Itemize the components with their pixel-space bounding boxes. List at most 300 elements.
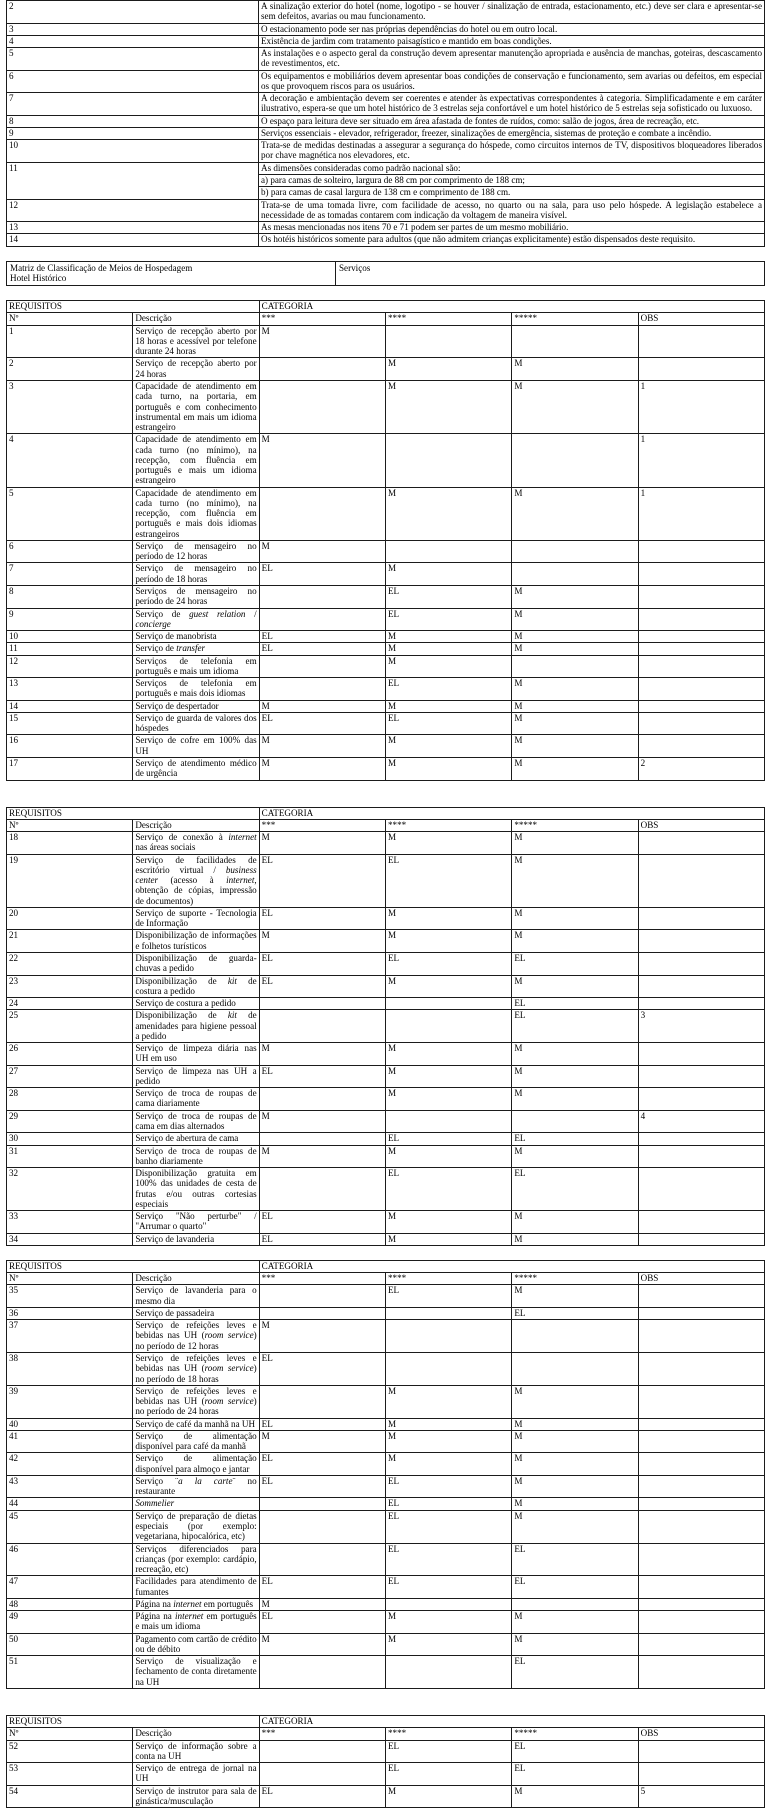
req-obs xyxy=(638,655,764,678)
req-stars-4: EL xyxy=(385,1543,511,1576)
req-stars-3: M xyxy=(259,1598,385,1610)
req-stars-5: M xyxy=(512,1385,638,1418)
req-stars-3 xyxy=(259,1010,385,1043)
req-obs xyxy=(638,1543,764,1576)
req-stars-3 xyxy=(259,608,385,631)
header-numero: Nº xyxy=(7,313,133,325)
header-categoria: CATEGORIA xyxy=(259,1715,764,1727)
req-obs xyxy=(638,735,764,758)
req-stars-3: EL xyxy=(259,1475,385,1498)
req-stars-5: M xyxy=(512,758,638,781)
req-obs xyxy=(638,1510,764,1543)
req-description: Serviço de instrutor para sala de ginástica/musculação xyxy=(133,1785,259,1808)
req-obs xyxy=(638,643,764,655)
req-stars-3: EL xyxy=(259,952,385,975)
note-text: Os hotéis históricos somente para adultos (que não admitem crianças explicitamente) estão dispensados deste requisito. xyxy=(259,234,765,246)
note-number: 8 xyxy=(7,115,259,127)
req-stars-3: EL xyxy=(259,1785,385,1808)
req-stars-3 xyxy=(259,1285,385,1308)
req-stars-4 xyxy=(385,434,511,487)
notes-table-body xyxy=(7,1,765,247)
note-text: a) para camas de solteiro, largura de 88 cm por comprimento de 188 cm; xyxy=(259,174,765,186)
table-row xyxy=(7,1576,765,1599)
req-number: 14 xyxy=(7,700,133,712)
table-row xyxy=(7,907,765,930)
note-text: b) para camas de casal largura de 138 cm e comprimento de 188 cm. xyxy=(259,187,765,199)
req-description: Serviço de facilidades de escritório virtual / business center (acesso à internet, obtenção de cópias, impressão de documentos) xyxy=(133,854,259,907)
req-obs xyxy=(638,1065,764,1088)
req-stars-5: M xyxy=(512,735,638,758)
table-row xyxy=(7,854,765,907)
req-description: Serviços de telefonia em português e mais um idioma xyxy=(133,655,259,678)
req-description: Disponibilização de kit de costura a pedido xyxy=(133,975,259,998)
req-obs xyxy=(638,1656,764,1689)
req-stars-3: M xyxy=(259,930,385,953)
req-stars-5: M xyxy=(512,975,638,998)
req-obs xyxy=(638,975,764,998)
header-numero: Nº xyxy=(7,1273,133,1285)
requirements-table-c-body xyxy=(7,1260,765,1688)
req-description: Serviços diferenciados para crianças (por exemplo: cardápio, recreação, etc) xyxy=(133,1543,259,1576)
table-row xyxy=(7,1453,765,1476)
req-stars-5: EL xyxy=(512,1656,638,1689)
req-number: 42 xyxy=(7,1453,133,1476)
table-row xyxy=(7,1611,765,1634)
req-stars-3 xyxy=(259,1133,385,1145)
table-row xyxy=(7,643,765,655)
req-description: Serviço de troca de roupas de cama diariamente xyxy=(133,1088,259,1111)
req-description: Página na internet em português xyxy=(133,1598,259,1610)
table-row xyxy=(7,1043,765,1066)
req-description: Capacidade de atendimento em cada turno (no mínimo), na recepção, com fluência em português e mais dois idiomas estrangeiros xyxy=(133,487,259,540)
req-stars-4: EL xyxy=(385,1498,511,1510)
table-row xyxy=(7,70,765,93)
req-stars-4 xyxy=(385,325,511,358)
req-description: Serviço de costura a pedido xyxy=(133,998,259,1010)
header-descricao: Descrição xyxy=(133,1728,259,1740)
req-number: 1 xyxy=(7,325,133,358)
req-stars-4: M xyxy=(385,1211,511,1234)
header-categoria: CATEGORIA xyxy=(259,807,764,819)
req-stars-5: M xyxy=(512,712,638,735)
spacer xyxy=(6,781,765,807)
note-number: 14 xyxy=(7,234,259,246)
table-row xyxy=(7,199,765,222)
req-description: Serviço de suporte - Tecnologia de Informação xyxy=(133,907,259,930)
req-number: 3 xyxy=(7,380,133,433)
header-stars-5: ***** xyxy=(512,1273,638,1285)
req-stars-4: M xyxy=(385,930,511,953)
req-stars-4 xyxy=(385,1307,511,1319)
req-obs xyxy=(638,1453,764,1476)
header-stars-4: **** xyxy=(385,819,511,831)
table-row xyxy=(7,608,765,631)
table-row xyxy=(7,380,765,433)
req-stars-5: EL xyxy=(512,1543,638,1576)
req-description: Página na internet em português e mais um idioma xyxy=(133,1611,259,1634)
table-subheader-row xyxy=(7,819,765,831)
req-obs: 5 xyxy=(638,1785,764,1808)
requirements-table-c xyxy=(6,1260,765,1689)
req-stars-5: M xyxy=(512,700,638,712)
table-row xyxy=(7,952,765,975)
req-stars-4: M xyxy=(385,1785,511,1808)
req-stars-3: EL xyxy=(259,1065,385,1088)
req-obs: 4 xyxy=(638,1110,764,1133)
table-row xyxy=(7,563,765,586)
req-stars-5: M xyxy=(512,487,638,540)
table-row xyxy=(7,758,765,781)
header-stars-3: *** xyxy=(259,1728,385,1740)
req-description: Capacidade de atendimento em cada turno (no mínimo), na recepção, com fluência em português e mais um idioma estrangeiro xyxy=(133,434,259,487)
req-stars-3 xyxy=(259,487,385,540)
table-row xyxy=(7,115,765,127)
req-number: 33 xyxy=(7,1211,133,1234)
req-stars-5: M xyxy=(512,678,638,701)
req-obs xyxy=(638,1233,764,1245)
req-stars-3: EL xyxy=(259,563,385,586)
req-stars-3 xyxy=(259,1763,385,1786)
req-stars-4: EL xyxy=(385,1576,511,1599)
req-stars-4: M xyxy=(385,975,511,998)
req-number: 18 xyxy=(7,832,133,855)
req-description: Serviço de preparação de dietas especiais (por exemplo: vegetariana, hipocalórica, etc) xyxy=(133,1510,259,1543)
req-stars-5: M xyxy=(512,1453,638,1476)
req-obs xyxy=(638,1475,764,1498)
req-stars-5: M xyxy=(512,643,638,655)
req-number: 30 xyxy=(7,1133,133,1145)
table-row xyxy=(7,127,765,139)
req-stars-4 xyxy=(385,1320,511,1353)
req-stars-5: M xyxy=(512,1285,638,1308)
header-descricao: Descrição xyxy=(133,313,259,325)
req-obs xyxy=(638,563,764,586)
req-stars-3 xyxy=(259,1656,385,1689)
req-stars-5: EL xyxy=(512,998,638,1010)
req-stars-4: M xyxy=(385,631,511,643)
table-row xyxy=(7,1133,765,1145)
table-row xyxy=(7,975,765,998)
req-number: 38 xyxy=(7,1353,133,1386)
table-row xyxy=(7,1168,765,1211)
table-row xyxy=(7,1145,765,1168)
note-text: O estacionamento pode ser nas próprias dependências do hotel ou em outro local. xyxy=(259,23,765,35)
req-obs xyxy=(638,1598,764,1610)
req-stars-3: EL xyxy=(259,1418,385,1430)
table-row xyxy=(7,586,765,609)
req-description: Serviço de alimentação disponível para café da manhã xyxy=(133,1430,259,1453)
req-obs xyxy=(638,832,764,855)
table-row xyxy=(7,1633,765,1656)
req-obs: 3 xyxy=(638,1010,764,1043)
req-obs xyxy=(638,1353,764,1386)
note-text: Existência de jardim com tratamento paisagístico e mantido em boas condições. xyxy=(259,35,765,47)
note-number: 4 xyxy=(7,35,259,47)
req-stars-4: M xyxy=(385,1233,511,1245)
header-stars-5: ***** xyxy=(512,1728,638,1740)
note-text: Trata-se de medidas destinadas a assegurar a segurança do hóspede, como circuitos internos de TV, dispositivos bloqueadores liberados por chave magnética nos elevadores, etc. xyxy=(259,140,765,163)
req-obs xyxy=(638,1740,764,1763)
table-row xyxy=(7,1430,765,1453)
req-stars-4: EL xyxy=(385,1133,511,1145)
req-stars-4: EL xyxy=(385,1763,511,1786)
req-stars-3 xyxy=(259,1740,385,1763)
req-obs xyxy=(638,854,764,907)
note-number: 7 xyxy=(7,93,259,116)
req-stars-3: EL xyxy=(259,1353,385,1386)
req-stars-4: M xyxy=(385,758,511,781)
table-row xyxy=(7,700,765,712)
requirements-table-a-body xyxy=(7,301,765,780)
req-description: Serviço de refeições leves e bebidas nas UH (room service) no período de 18 horas xyxy=(133,1353,259,1386)
table-row xyxy=(7,1598,765,1610)
table-row xyxy=(7,1285,765,1308)
req-number: 46 xyxy=(7,1543,133,1576)
req-stars-4 xyxy=(385,998,511,1010)
req-stars-4: M xyxy=(385,380,511,433)
req-obs xyxy=(638,1611,764,1634)
header-obs: OBS xyxy=(638,1728,764,1740)
req-stars-4 xyxy=(385,1353,511,1386)
req-stars-3: EL xyxy=(259,1453,385,1476)
table-row xyxy=(7,325,765,358)
req-number: 12 xyxy=(7,655,133,678)
req-stars-4: M xyxy=(385,1453,511,1476)
req-stars-5 xyxy=(512,563,638,586)
req-stars-5: EL xyxy=(512,1010,638,1043)
table-row xyxy=(7,162,765,174)
table-row xyxy=(7,735,765,758)
req-stars-5: M xyxy=(512,631,638,643)
req-description: Serviço de manobrista xyxy=(133,631,259,643)
req-number: 44 xyxy=(7,1498,133,1510)
req-number: 20 xyxy=(7,907,133,930)
req-number: 10 xyxy=(7,631,133,643)
req-stars-5: EL xyxy=(512,1576,638,1599)
req-stars-4: EL xyxy=(385,1285,511,1308)
req-stars-4: M xyxy=(385,1430,511,1453)
req-number: 2 xyxy=(7,358,133,381)
header-numero: Nº xyxy=(7,819,133,831)
table-row xyxy=(7,358,765,381)
req-stars-5: M xyxy=(512,1430,638,1453)
req-stars-4: M xyxy=(385,1611,511,1634)
req-stars-3 xyxy=(259,655,385,678)
req-number: 48 xyxy=(7,1598,133,1610)
req-obs xyxy=(638,1320,764,1353)
note-number: 2 xyxy=(7,1,259,24)
req-number: 53 xyxy=(7,1763,133,1786)
req-stars-3: M xyxy=(259,1145,385,1168)
req-stars-3: EL xyxy=(259,631,385,643)
req-description: Serviço de informação sobre a conta na UH xyxy=(133,1740,259,1763)
req-stars-4: M xyxy=(385,563,511,586)
req-stars-5: M xyxy=(512,1785,638,1808)
table-row xyxy=(7,261,765,286)
req-description: Serviço de alimentação disponível para almoço e jantar xyxy=(133,1453,259,1476)
req-description: Serviço de limpeza nas UH a pedido xyxy=(133,1065,259,1088)
req-obs xyxy=(638,586,764,609)
req-stars-3: EL xyxy=(259,1611,385,1634)
table-row xyxy=(7,1543,765,1576)
req-stars-5: M xyxy=(512,1475,638,1498)
req-description: Serviço de lavanderia para o mesmo dia xyxy=(133,1285,259,1308)
req-stars-5: M xyxy=(512,832,638,855)
note-text: O espaço para leitura deve ser situado em área afastada de fontes de ruídos, como: salão de jogos, área de recreação, etc. xyxy=(259,115,765,127)
header-stars-4: **** xyxy=(385,1728,511,1740)
req-stars-5 xyxy=(512,1598,638,1610)
req-number: 25 xyxy=(7,1010,133,1043)
req-stars-3: M xyxy=(259,540,385,563)
table-row xyxy=(7,1,765,24)
table-row xyxy=(7,930,765,953)
req-stars-3: M xyxy=(259,1633,385,1656)
spacer xyxy=(6,1689,765,1715)
req-stars-3: M xyxy=(259,434,385,487)
req-number: 29 xyxy=(7,1110,133,1133)
req-stars-5: M xyxy=(512,1088,638,1111)
req-stars-5: M xyxy=(512,358,638,381)
req-stars-3: EL xyxy=(259,643,385,655)
req-stars-3: EL xyxy=(259,712,385,735)
req-stars-4: M xyxy=(385,1385,511,1418)
requirements-table-b xyxy=(6,807,765,1246)
req-obs xyxy=(638,631,764,643)
req-stars-5: M xyxy=(512,1043,638,1066)
req-stars-4: M xyxy=(385,643,511,655)
req-stars-5: M xyxy=(512,1211,638,1234)
req-stars-4: M xyxy=(385,1633,511,1656)
req-stars-3 xyxy=(259,998,385,1010)
req-stars-3 xyxy=(259,1168,385,1211)
req-stars-4 xyxy=(385,1598,511,1610)
req-stars-5: M xyxy=(512,930,638,953)
req-obs xyxy=(638,1088,764,1111)
req-obs xyxy=(638,952,764,975)
header-obs: OBS xyxy=(638,1273,764,1285)
table-row xyxy=(7,1475,765,1498)
req-obs xyxy=(638,1145,764,1168)
header-stars-5: ***** xyxy=(512,819,638,831)
req-description: Serviço de recepção aberto por 18 horas e acessível por telefone durante 24 horas xyxy=(133,325,259,358)
req-obs xyxy=(638,712,764,735)
table-row xyxy=(7,434,765,487)
req-description: Disponibilização de informações e folhetos turísticos xyxy=(133,930,259,953)
req-stars-5: EL xyxy=(512,1133,638,1145)
req-number: 8 xyxy=(7,586,133,609)
table-row xyxy=(7,1320,765,1353)
req-number: 22 xyxy=(7,952,133,975)
note-number: 9 xyxy=(7,127,259,139)
req-number: 7 xyxy=(7,563,133,586)
table-row xyxy=(7,832,765,855)
table-row xyxy=(7,48,765,71)
req-stars-4: EL xyxy=(385,586,511,609)
req-stars-5 xyxy=(512,540,638,563)
table-row xyxy=(7,140,765,163)
req-stars-5: M xyxy=(512,1418,638,1430)
req-description: Disponibilização gratuita em 100% das unidades de cesta de frutas e/ou outras cortesias especiais xyxy=(133,1168,259,1211)
req-stars-3 xyxy=(259,358,385,381)
table-header-row xyxy=(7,1715,765,1727)
req-description: Serviço de cofre em 100% das UH xyxy=(133,735,259,758)
req-description: Serviço de transfer xyxy=(133,643,259,655)
req-stars-4: M xyxy=(385,700,511,712)
req-stars-3 xyxy=(259,1543,385,1576)
table-row xyxy=(7,234,765,246)
req-description: Serviço de conexão à internet nas áreas sociais xyxy=(133,832,259,855)
table-row xyxy=(7,712,765,735)
req-description: Serviço de guarda de valores dos hóspedes xyxy=(133,712,259,735)
req-obs xyxy=(638,1043,764,1066)
requirements-table-d xyxy=(6,1715,765,1808)
req-number: 16 xyxy=(7,735,133,758)
req-obs xyxy=(638,608,764,631)
table-header-row xyxy=(7,301,765,313)
req-description: Disponibilização de kit de amenidades para higiene pessoal a pedido xyxy=(133,1010,259,1043)
table-row xyxy=(7,540,765,563)
table-row xyxy=(7,1211,765,1234)
req-description: Serviço "Não perturbe" / "Arrumar o quarto" xyxy=(133,1211,259,1234)
req-description: Facilidades para atendimento de fumantes xyxy=(133,1576,259,1599)
req-description: Pagamento com cartão de crédito ou de débito xyxy=(133,1633,259,1656)
req-stars-4: EL xyxy=(385,678,511,701)
req-stars-4: EL xyxy=(385,1510,511,1543)
req-description: Serviço de lavanderia xyxy=(133,1233,259,1245)
note-text: As instalações e o aspecto geral da construção devem apresentar manutenção apropriada e ausência de manchas, goteiras, descascamento de revestimentos, etc. xyxy=(259,48,765,71)
req-obs xyxy=(638,1633,764,1656)
req-stars-5: EL xyxy=(512,952,638,975)
req-stars-3 xyxy=(259,380,385,433)
req-stars-5: M xyxy=(512,1510,638,1543)
table-row xyxy=(7,631,765,643)
req-number: 36 xyxy=(7,1307,133,1319)
req-obs xyxy=(638,700,764,712)
header-stars-5: ***** xyxy=(512,313,638,325)
header-obs: OBS xyxy=(638,819,764,831)
matrix-title-body xyxy=(7,261,765,286)
req-number: 47 xyxy=(7,1576,133,1599)
req-stars-4: EL xyxy=(385,608,511,631)
req-stars-4 xyxy=(385,540,511,563)
req-obs xyxy=(638,1168,764,1211)
table-row xyxy=(7,678,765,701)
req-number: 19 xyxy=(7,854,133,907)
req-stars-5: M xyxy=(512,1065,638,1088)
req-stars-4: M xyxy=(385,1065,511,1088)
table-row xyxy=(7,1110,765,1133)
req-number: 35 xyxy=(7,1285,133,1308)
req-number: 5 xyxy=(7,487,133,540)
spacer xyxy=(6,1246,765,1260)
req-stars-5: M xyxy=(512,1145,638,1168)
req-obs xyxy=(638,930,764,953)
spacer xyxy=(6,247,765,261)
table-header-row xyxy=(7,1260,765,1272)
req-stars-3: M xyxy=(259,758,385,781)
matrix-title-block xyxy=(6,261,765,287)
req-stars-4: EL xyxy=(385,1168,511,1211)
req-obs xyxy=(638,1385,764,1418)
req-stars-3: M xyxy=(259,832,385,855)
req-stars-3: M xyxy=(259,325,385,358)
header-requisitos: REQUISITOS xyxy=(7,1260,260,1272)
req-description: Serviços de telefonia em português e mais dois idiomas xyxy=(133,678,259,701)
req-number: 45 xyxy=(7,1510,133,1543)
req-obs xyxy=(638,1307,764,1319)
req-description: Serviço de refeições leves e bebidas nas UH (room service) no período de 12 horas xyxy=(133,1320,259,1353)
req-description: Serviço de passadeira xyxy=(133,1307,259,1319)
